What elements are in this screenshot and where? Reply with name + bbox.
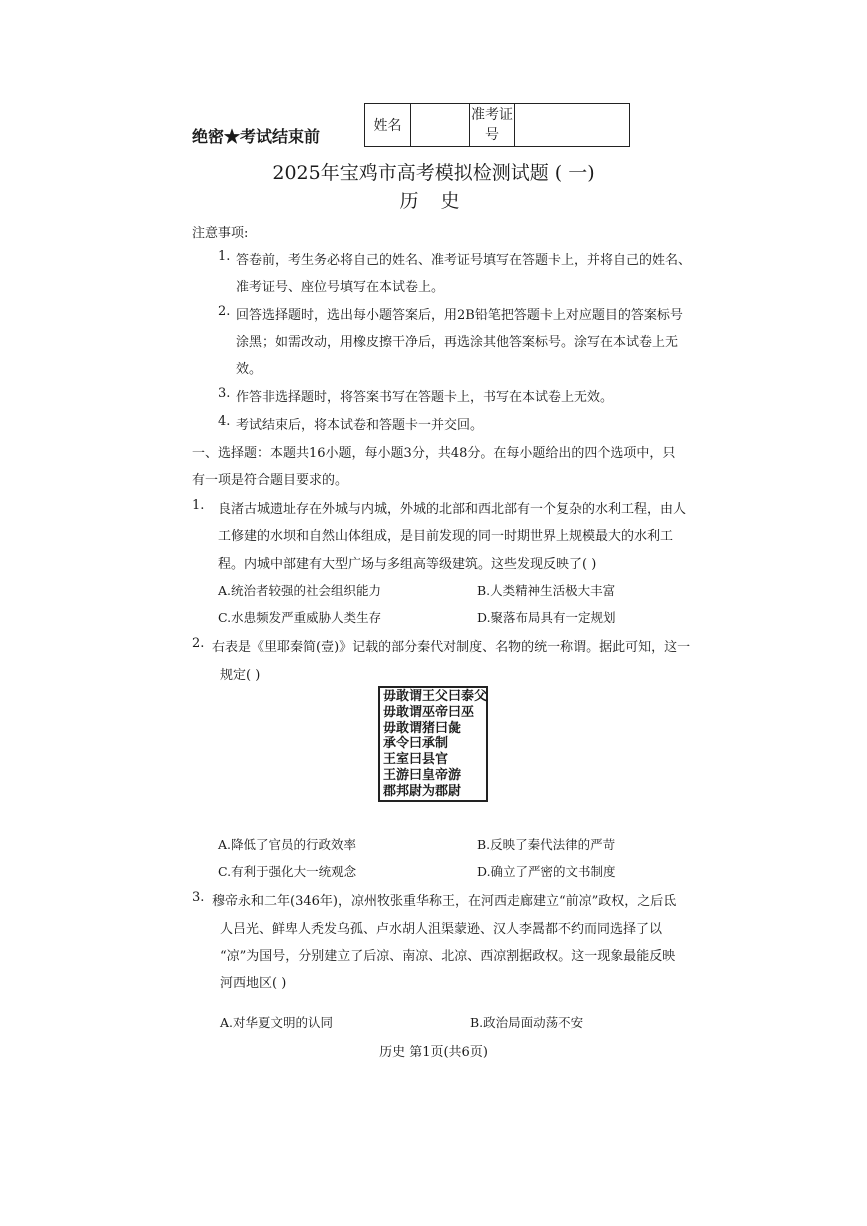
exam-title: 2025年宝鸡市高考模拟检测试题 ( 一) — [272, 162, 595, 184]
notice-item-line: 答卷前，考生务必将自己的姓名、准考证号填写在答题卡上，并将自己的姓名、 — [236, 253, 692, 268]
notice-item-num: 3. — [218, 386, 231, 401]
option-b[interactable]: B.人类精神生活极大丰富 — [477, 583, 616, 598]
exam-id-field[interactable] — [515, 104, 630, 147]
question-line: 程。内城中部建有大型广场与多组高等级建筑。这些发现反映了( ) — [218, 557, 597, 572]
page-footer: 历史 第1页(共6页) — [379, 1045, 488, 1060]
notice-heading: 注意事项: — [192, 226, 249, 241]
question-line: 穆帝永和二年(346年)，凉州牧张重华称王，在河西走廊建立“前凉”政权，之后氐 — [212, 894, 677, 909]
table-row: 王游曰皇帝游 — [383, 767, 462, 783]
confidential-label: 绝密★考试结束前 — [192, 127, 321, 146]
question-line: 河西地区( ) — [220, 976, 287, 991]
question-line: 工修建的水坝和自然山体组成，是目前发现的同一时期世界上规模最大的水利工 — [218, 529, 674, 544]
notice-item-num: 1. — [218, 249, 231, 264]
section-heading-line: 一、选择题：本题共16小题，每小题3分，共48分。在每小题给出的四个选项中，只 — [192, 446, 676, 461]
option-b[interactable]: B.政治局面动荡不安 — [470, 1015, 584, 1030]
table-row: 郡邦尉为郡尉 — [383, 783, 462, 799]
option-a[interactable]: A.降低了官员的行政效率 — [218, 837, 357, 852]
question-line: 规定( ) — [220, 668, 261, 683]
option-b[interactable]: B.反映了秦代法律的严苛 — [477, 837, 616, 852]
option-c[interactable]: C.水患频发严重威胁人类生存 — [218, 610, 382, 625]
name-field[interactable] — [411, 104, 470, 147]
notice-item-line: 作答非选择题时，将答案书写在答题卡上，书写在本试卷上无效。 — [236, 390, 614, 405]
section-heading-line: 有一项是符合题目要求的。 — [192, 473, 349, 488]
notice-item-line: 效。 — [236, 362, 263, 377]
notice-item-line: 涂黑；如需改动，用橡皮擦干净后，再选涂其他答案标号。涂写在本试卷上无 — [236, 335, 679, 350]
notice-item-num: 4. — [218, 414, 231, 429]
option-a[interactable]: A.统治者较强的社会组织能力 — [218, 583, 382, 598]
option-c[interactable]: C.有利于强化大一统观念 — [218, 864, 357, 879]
subject-title: 历 史 — [399, 190, 468, 212]
notice-item-line: 回答选择题时，选出每小题答案后，用2B铅笔把答题卡上对应题目的答案标号 — [236, 308, 683, 323]
qin-terms-table — [378, 686, 488, 802]
table-row: 王室曰县官 — [383, 752, 449, 768]
question-number: 1. — [192, 498, 205, 513]
question-line: 右表是《里耶秦简(壹)》记载的部分秦代对制度、名物的统一称谓。据此可知，这一 — [212, 640, 691, 655]
question-number: 3. — [192, 890, 205, 905]
question-line: “凉”为国号，分别建立了后凉、南凉、北凉、西凉割据政权。这一现象最能反映 — [220, 949, 676, 964]
exam-id-label: 准考证号 — [470, 104, 515, 147]
name-label: 姓名 — [365, 104, 411, 147]
table-row: 承令曰承制 — [383, 736, 449, 752]
candidate-info-table — [364, 103, 630, 147]
question-number: 2. — [192, 636, 205, 651]
notice-item-line: 考试结束后，将本试卷和答题卡一并交回。 — [236, 418, 484, 433]
table-row: 毋敢谓巫帝曰巫 — [383, 704, 475, 720]
question-line: 人吕光、鲜卑人秃发乌孤、卢水胡人沮渠蒙逊、汉人李暠都不约而同选择了以 — [220, 922, 663, 937]
option-d[interactable]: D.确立了严密的文书制度 — [477, 864, 616, 879]
option-d[interactable]: D.聚落布局具有一定规划 — [477, 610, 616, 625]
question-line: 良渚古城遗址存在外城与内城，外城的北部和西北部有一个复杂的水利工程，由人 — [218, 502, 687, 517]
notice-item-line: 准考证号、座位号填写在本试卷上。 — [236, 280, 445, 295]
notice-item-num: 2. — [218, 304, 231, 319]
table-row: 毋敢谓王父曰泰父 — [383, 689, 488, 704]
table-row: 毋敢谓猪曰彘 — [383, 720, 462, 736]
option-a[interactable]: A.对华夏文明的认同 — [220, 1015, 334, 1030]
